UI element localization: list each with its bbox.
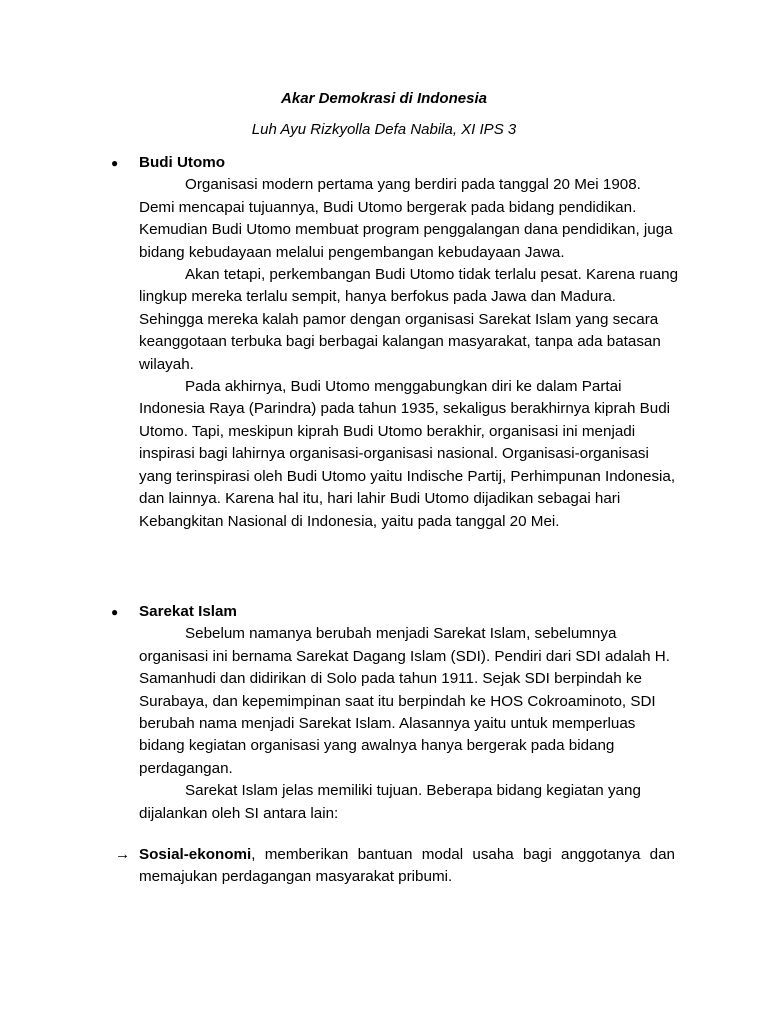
document-author: Luh Ayu Rizkyolla Defa Nabila, XI IPS 3	[251, 121, 517, 138]
section-sarekat-islam	[111, 601, 679, 825]
bullet-icon: ●	[111, 156, 119, 170]
section-heading: Budi Utomo	[139, 154, 226, 171]
document-title: Akar Demokrasi di Indonesia	[281, 90, 487, 107]
paragraph: Organisasi modern pertama yang berdiri pada tanggal 20 Mei 1908. Demi mencapai tujuannya, Budi Utomo bergerak pada bidang pendidikan. Kemudian Budi Utomo membuat program penggalangan dana pendidikan, juga bidang kebudayaan melalui pengembangan kebudayaan Jawa.	[139, 176, 673, 261]
section-heading: Sarekat Islam	[139, 603, 237, 620]
list-item-term: Sosial-ekonomi	[139, 846, 252, 863]
section-budi-utomo	[111, 152, 679, 533]
list-item-text: , memberikan bantuan modal usaha bagi anggotanya dan memajukan perdagangan masyarakat pribumi.	[139, 846, 675, 886]
arrow-right-icon: →	[115, 846, 131, 863]
arrow-list-item	[115, 844, 675, 889]
paragraph: Sarekat Islam jelas memiliki tujuan. Beberapa bidang kegiatan yang dijalankan oleh SI antara lain:	[139, 782, 641, 822]
paragraph: Akan tetapi, perkembangan Budi Utomo tidak terlalu pesat. Karena ruang lingkup mereka terlalu sempit, hanya berfokus pada Jawa dan Madura. Sehingga mereka kalah pamor dengan organisasi Sarekat Islam yang secara keanggotaan terbuka bagi berbagai kalangan masyarakat, tanpa ada batasan wilayah.	[139, 266, 679, 373]
paragraph: Sebelum namanya berubah menjadi Sarekat Islam, sebelumnya organisasi ini bernama Sarekat Dagang Islam (SDI). Pendiri dari SDI adalah H. Samanhudi dan didirikan di Solo pada tahun 1911. Sejak SDI berpindah ke Surabaya, dan kepemimpinan saat itu berpindah ke HOS Cokroaminoto, SDI berubah nama menjadi Sarekat Islam. Alasannya yaitu untuk memperluas bidang kegiatan organisasi yang awalnya hanya bergerak pada bidang perdagangan.	[139, 625, 670, 777]
bullet-icon: ●	[111, 605, 119, 619]
paragraph: Pada akhirnya, Budi Utomo menggabungkan diri ke dalam Partai Indonesia Raya (Parindra) pada tahun 1935, sekaligus berakhirnya kiprah Budi Utomo. Tapi, meskipun kiprah Budi Utomo berakhir, organisasi ini menjadi inspirasi bagi lahirnya organisasi-organisasi nasional. Organisasi-organisasi yang terinspirasi oleh Budi Utomo yaitu Indische Partij, Perhimpunan Indonesia, dan lainnya. Karena hal itu, hari lahir Budi Utomo dijadikan sebagai hari Kebangkitan Nasional di Indonesia, yaitu pada tanggal 20 Mei.	[139, 378, 676, 530]
